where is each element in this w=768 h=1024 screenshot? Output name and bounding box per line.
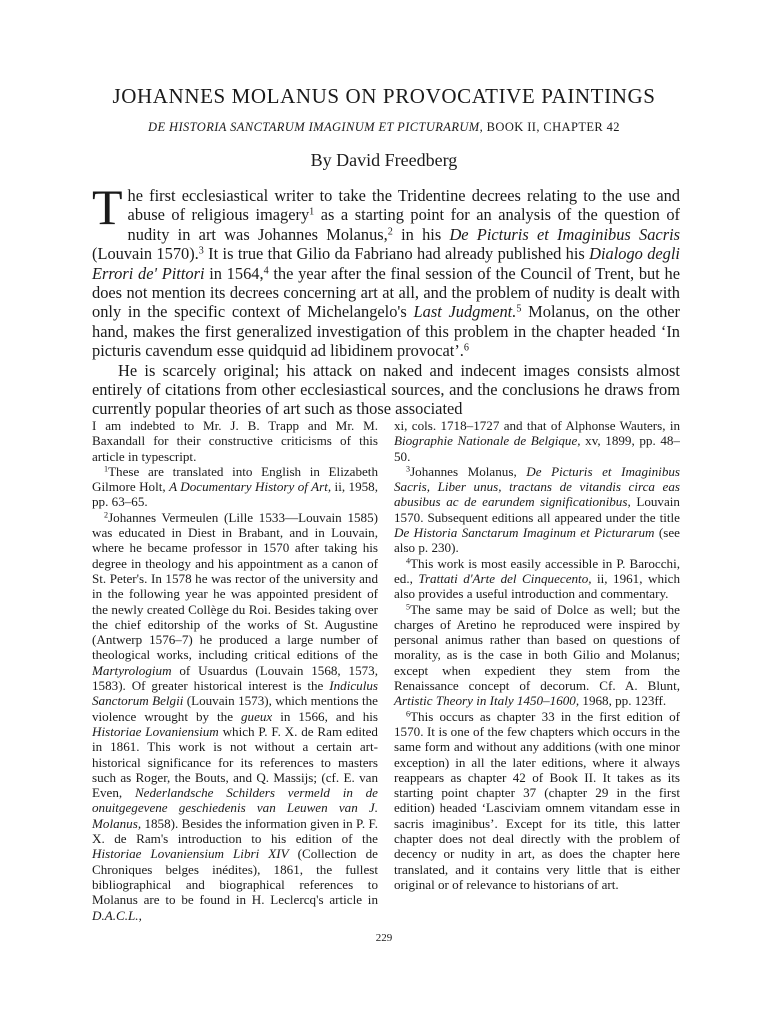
footnote-ref-6[interactable]: 6 xyxy=(463,342,469,354)
footnote-2-continued: xi, cols. 1718–1727 and that of Alphonse Wauters, in Biographie Nationale de Belgique, xv, 1899, pp. 48–50. xyxy=(394,418,680,464)
footnotes-left-column xyxy=(92,418,378,923)
footnote-1: $^1$These are translated into English in Elizabeth Gilmore Holt, A Documentary History of Art, ii, 1958, pp. 63–65. xyxy=(92,463,379,510)
footnote-ref-5[interactable]: 5 xyxy=(516,303,522,315)
author-byline: By David Freedberg xyxy=(310,150,458,170)
footnote-ref-1[interactable]: 1 xyxy=(309,206,315,218)
footnote-5: $^5$The same may be said of Dolce as well; but the charges of Aretino he reproduced were inspired by personal animus rather than based on questions of morality, as is the case in both Gilio and Molanus; except when expedient they stem from the Renaissance concept of decorum. Cf. A. Blunt, Artistic Theory in Italy 1450–1600, 1968, pp. 123ff. xyxy=(394,601,680,709)
footnote-4: $^4$This work is most easily accessible in P. Barocchi, ed., Trattati d'Arte del Cinquecento, ii, 1961, which also provides a useful introduction and commentary. xyxy=(394,555,680,602)
footnote-2: $^2$Johannes Vermeulen (Lille 1533—Louvain 1585) was educated in Diest in Brabant, and in Louvain, where he became professor in 1570 after taking his degree in theology and his appointment as a canon of St. Peter's. In 1578 he was rector of the university and in the following year he was appointed president of the newly created Collège du Roi. Besides taking over the chief editorship of the works of St. Augustine (Antwerp 1576–7) he produced a large number of theological works, including critical editions of the Martyrologium of Usuardus (Louvain 1568, 1573, 1583). Of greater historical interest is the Indiculus Sanctorum Belgii (Louvain 1573), which mentions the violence wrought by the gueux in 1566, and his Historiae Lovaniensium which P. F. X. de Ram edited in 1861. This work is not without a certain art-historical significance for its references to masters such as Roger, the Bouts, and Q. Massijs; (cf. E. van Even, Nederlandsche Schilders vermeld in de onuitgegevene geschiedenis van Leuwen van J. Molanus, 1858). Besides the information given in P. F. X. de Ram's introduction to his edition of the Historiae Lovaniensium Libri XIV (Collection de Chroniques belges inédites), 1861, the fullest bibliographical and biographical references to Molanus are to be found in H. Leclercq's article in D.A.C.L., xyxy=(92,509,378,923)
page-number: 229 xyxy=(375,932,393,944)
footnote-ref-3[interactable]: 3 xyxy=(198,245,204,257)
body-text xyxy=(92,179,681,419)
acknowledgement: I am indebted to Mr. J. B. Trapp and Mr. M. Baxandall for their constructive criticisms of this article in typescript. xyxy=(92,418,378,464)
drop-cap: T xyxy=(92,179,123,235)
footnote-ref-2[interactable]: 2 xyxy=(387,226,393,238)
article-subtitle xyxy=(0,120,768,135)
footnote-3: $^3$Johannes Molanus, De Picturis et Imaginibus Sacris, Liber unus, tractans de vitandis circa eas abusibus ac de earundem significationibus, Louvain 1570. Subsequent editions all appeared under the title De Historia Sanctarum Imaginum et Picturarum (see also p. 230). xyxy=(394,463,681,556)
body-paragraph-1: The first ecclesiastical writer to take the Tridentine decrees relating to the use and abuse of religious imagery$^1$ as a starting point for an analysis of the question of nudity in art was Johannes Molanus,$^2$ in his De Picturis et Imaginibus Sacris (Louvain 1570).$^3$ It is true that Gilio da Fabriano had already published his Dialogo degli Errori de' Pittori in 1564,$^4$ the year after the final session of the Council of Trent, but he does not mention its decrees concerning art at all, and the problem of nudity is dealt with only in the specific context of Michelangelo's Last Judgment.$^5$ Molanus, on the other hand, makes the first generalized investigation of this problem in the chapter headed ‘In picturis cavendum esse quidquid ad libidinem provocat’.$^6$ xyxy=(92,179,681,361)
article-title: JOHANNES MOLANUS ON PROVOCATIVE PAINTINGS xyxy=(112,84,656,108)
footnotes-right-column xyxy=(394,418,680,892)
footnote-6: $^6$This occurs as chapter 33 in the first edition of 1570. It is one of the few chapters which occurs in the same form and without any additions (with one minor exception) in all the later editions, where it always reappears as chapter 42 of Book II. It takes as its starting point chapter 37 (chapter 29 in the first edition) headed ‘Lasciviam omnem vitandam esse in sacris imaginibus’. Except for its title, this latter chapter does not deal directly with the problem of decency or nudity in art, as does the chapter here translated, and it contains very little that is either original or of relevance to historians of art. xyxy=(394,708,680,892)
footnote-ref-4[interactable]: 4 xyxy=(263,265,269,277)
body-paragraph-2: He is scarcely original; his attack on naked and indecent images consists almost entirely of citations from other ecclesiastical sources, and the conclusions he draws from currently popular theories of art such as those associated xyxy=(92,360,680,419)
subtitle-rest: BOOK II, CHAPTER 42 xyxy=(483,120,620,134)
subtitle-italic: DE HISTORIA SANCTARUM IMAGINUM ET PICTURARUM, xyxy=(148,120,484,134)
